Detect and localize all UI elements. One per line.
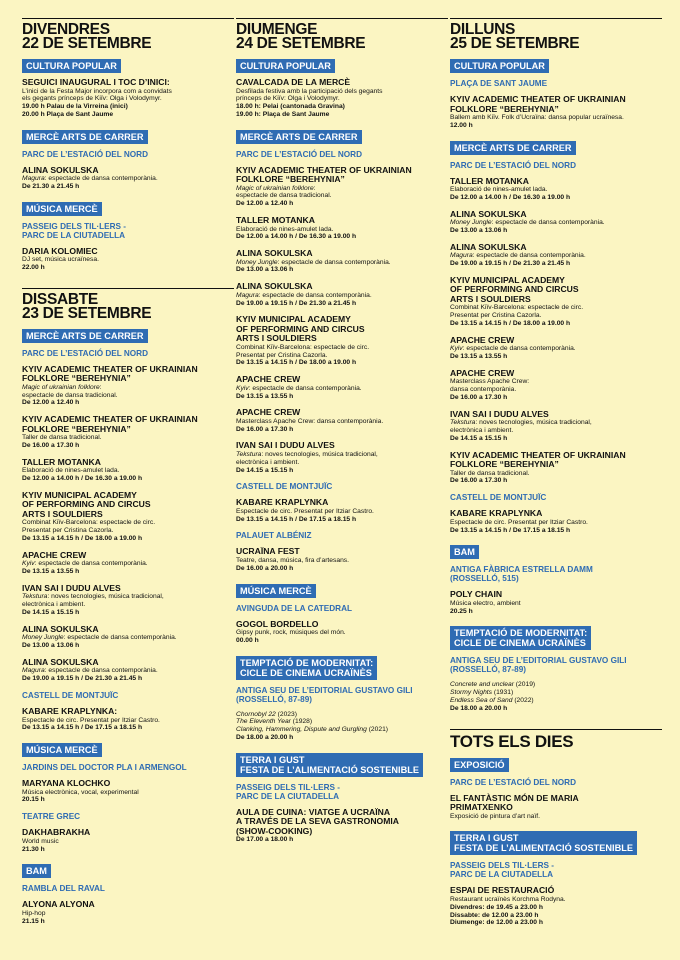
- event-description: Ballem amb Kiïv. Folk d’Ucraïna: dansa popular ucraïnesa.: [450, 114, 624, 121]
- event-title: IVAN SAI I DUDU ALVES: [22, 582, 121, 593]
- event-description: espectacle de dansa tradicional.: [22, 391, 118, 399]
- event-description: Combinat Kiïv-Barcelona: espectacle de circ.: [236, 343, 370, 351]
- event-time: De 14.15 a 15.15 h: [22, 609, 80, 617]
- column-3: [450, 18, 662, 935]
- day-gap: [450, 721, 662, 729]
- event-item: [22, 365, 234, 407]
- event-item: [22, 584, 234, 617]
- category-badge: MÚSICA MERCÈ: [236, 584, 316, 598]
- event-time: 20.00 h Plaça de Sant Jaume: [22, 110, 114, 118]
- category-badge: MERCÈ ARTS DE CARRER: [450, 141, 576, 155]
- venue-name: TEATRE GREC: [22, 812, 81, 822]
- event-title: CAVALCADA DE LA MERCÈ: [236, 77, 351, 87]
- event-time: De 13.00 a 13.06 h: [450, 226, 508, 234]
- event-item: [22, 707, 234, 732]
- event-description: electrònica i ambient.: [22, 601, 86, 609]
- event-title: KYIV ACADEMIC THEATER OF UKRAINIAN FOLKLORE “BEREHYNIA”: [450, 449, 626, 470]
- event-time: De 19.00 a 19.15 h / De 21.30 a 21.45 h: [236, 299, 357, 307]
- event-title: KYIV MUNICIPAL ACADEMY OF PERFORMING AND CIRCUS ARTS I SOULDIERS: [236, 314, 365, 344]
- event-title: APACHE CREW: [450, 334, 515, 345]
- event-time: De 17.00 a 18.00 h: [236, 836, 294, 844]
- event-item: [450, 243, 662, 268]
- event-time: 20.15 h: [22, 796, 45, 804]
- event-title: KABARE KRAPLYNKA: [450, 508, 543, 519]
- event-time: De 16.00 a 17.30 h: [450, 393, 508, 401]
- event-time: 00.00 h: [236, 636, 259, 644]
- event-item: [450, 886, 662, 927]
- event-description: espectacle de dansa tradicional.: [236, 192, 332, 200]
- event-title: UCRAÏNA FEST: [236, 546, 300, 557]
- event-time: 21.30 h: [22, 845, 45, 853]
- event-title: APACHE CREW: [236, 407, 301, 418]
- event-time: 21.15 h: [22, 917, 45, 925]
- event-time: De 19.00 a 19.15 h / De 21.30 a 21.45 h: [22, 675, 143, 683]
- day-heading: DISSABTE 23 DE SETEMBRE: [22, 290, 152, 322]
- event-description: Magura: espectacle de dansa contemporània.: [450, 252, 586, 260]
- event-item: [236, 166, 448, 208]
- event-description: Magura: espectacle de dansa contemporània.: [22, 175, 158, 183]
- category-badge: EXPOSICIÓ: [450, 758, 509, 772]
- event-time: De 19.00 a 19.15 h / De 21.30 a 21.45 h: [450, 260, 571, 268]
- event-time: De 16.00 a 17.30 h: [22, 442, 80, 450]
- event-title: KABARE KRAPLYNKA: [236, 497, 329, 508]
- category-badge: CULTURA POPULAR: [22, 59, 121, 73]
- event-title: TALLER MOTANKA: [22, 456, 101, 467]
- event-time: 22.00 h: [22, 264, 45, 272]
- event-time: Divendres: de 19.45 a 23.00 h: [450, 903, 543, 911]
- event-item: [236, 375, 448, 400]
- day-gap: [22, 280, 234, 288]
- event-description: Presentat per Cristina Cazorla.: [450, 312, 542, 320]
- event-time: De 13.15 a 13.55 h: [22, 568, 80, 576]
- event-time: 18.00 h: Pelai (cantonada Gravina): [236, 103, 345, 111]
- event-item: [450, 509, 662, 534]
- event-item: [236, 78, 448, 119]
- event-time: De 13.15 a 14.15 h / De 17.15 a 18.15 h: [22, 724, 143, 732]
- event-time: De 13.00 a 13.06 h: [22, 642, 80, 650]
- event-title: KYIV ACADEMIC THEATER OF UKRAINIAN FOLKLORE “BEREHYNIA”: [450, 94, 626, 114]
- event-item: [22, 166, 234, 191]
- event-time: De 13.15 a 14.15 h / De 18.00 a 19.00 h: [450, 319, 571, 327]
- event-item: [22, 78, 234, 119]
- venue-name: PARC DE L’ESTACIÓ DEL NORD: [450, 160, 577, 170]
- event-description: Magura: espectacle de dansa contemporània.: [22, 667, 158, 675]
- day-heading: TOTS ELS DIES: [450, 731, 574, 751]
- event-description: Money Jungle: espectacle de dansa contemporània.: [236, 258, 391, 266]
- day-rule: [450, 729, 662, 730]
- event-time: De 12.00 a 14.00 h / De 16.30 a 19.00 h: [236, 233, 357, 241]
- event-description: electrònica i ambient.: [450, 427, 514, 435]
- event-item: [450, 451, 662, 486]
- event-description: electrònica i ambient.: [236, 458, 300, 466]
- event-time: De 16.00 a 17.30 h: [450, 477, 508, 485]
- venue-name: RAMBLA DEL RAVAL: [22, 884, 105, 894]
- event-description: Masterclass Apache Crew: dansa contemporània.: [236, 417, 384, 425]
- event-item: [236, 216, 448, 241]
- event-title: ALINA SOKULSKA: [450, 208, 527, 219]
- event-description: Magic of ukrainian folklore:: [236, 184, 316, 192]
- event-item: [450, 177, 662, 202]
- event-time: 19.00 h: Plaça de Sant Jaume: [236, 110, 330, 118]
- event-item: [236, 315, 448, 367]
- event-time: De 13.15 a 13.55 h: [236, 392, 294, 400]
- event-description: Espectacle de circ. Presentat per Itziar Castro.: [22, 716, 160, 724]
- day-heading: DIUMENGE 24 DE SETEMBRE: [236, 21, 366, 52]
- event-time: De 13.15 a 14.15 h / De 17.15 a 18.15 h: [236, 515, 357, 523]
- event-title: IVAN SAI I DUDU ALVES: [450, 408, 549, 419]
- event-item: [22, 625, 234, 650]
- event-title: DARIA KOLOMIEC: [22, 245, 98, 256]
- event-item: [22, 779, 234, 804]
- category-badge: TEMPTACIÓ DE MODERNITAT: CICLE DE CINEMA UCRAÏNÈS: [236, 656, 377, 680]
- event-description: Presentat per Cristina Cazorla.: [22, 527, 114, 535]
- event-description: Elaboració de nines-amulet lada.: [450, 186, 548, 194]
- event-title: KYIV MUNICIPAL ACADEMY OF PERFORMING AND CIRCUS ARTS I SOULDIERS: [450, 274, 579, 304]
- event-time: De 13.15 a 14.15 h / De 18.00 a 19.00 h: [236, 359, 357, 367]
- category-badge: MERCÈ ARTS DE CARRER: [236, 130, 362, 144]
- category-badge: MERCÈ ARTS DE CARRER: [22, 329, 148, 343]
- venue-name: ANTIGA SEU DE L’EDITORIAL GUSTAVO GILI (ROSSELLÓ, 87-89): [450, 656, 627, 675]
- event-item: [236, 282, 448, 307]
- event-description: Combinat Kiïv-Barcelona: espectacle de circ.: [22, 519, 156, 527]
- event-title: SEGUICI INAUGURAL I TOC D’INICI:: [22, 77, 170, 87]
- venue-name: PARC DE L’ESTACIÓ DEL NORD: [22, 149, 149, 159]
- event-item: [22, 900, 234, 925]
- event-item: [22, 458, 234, 483]
- event-title: ALINA SOKULSKA: [22, 656, 99, 667]
- venue-name: CASTELL DE MONTJUÏC: [22, 691, 119, 701]
- event-description: Teatre, dansa, música, fira d’artesans.: [236, 556, 349, 564]
- event-title: ALINA SOKULSKA: [236, 281, 313, 292]
- category-badge: TERRA I GUST FESTA DE L’ALIMENTACIÓ SOSTENIBLE: [236, 753, 423, 777]
- event-description: Kyiv: espectacle de dansa contemporània.: [22, 560, 148, 568]
- event-title: AULA DE CUINA: VIATGE A UCRAÏNA A TRAVÉS DE LA SEVA GASTRONOMIA (SHOW-COOKING): [236, 806, 399, 836]
- event-description: prínceps de Kiïv: Olga i Volodymyr.: [236, 95, 340, 103]
- event-item: [450, 590, 662, 615]
- day-heading: DIVENDRES 22 DE SETEMBRE: [22, 21, 152, 52]
- event-item: [236, 408, 448, 433]
- event-time: De 14.15 a 15.15 h: [450, 434, 508, 442]
- event-item: [450, 410, 662, 443]
- event-description: Money Jungle: espectacle de dansa contemporània.: [22, 634, 177, 642]
- event-time: 19.00 h Palau de la Virreina (inici): [22, 103, 128, 111]
- venue-name: ANTIGA FÀBRICA ESTRELLA DAMM (ROSSELLÓ, 515): [450, 565, 593, 584]
- event-time: De 14.15 a 15.15 h: [236, 466, 294, 474]
- event-title: ALINA SOKULSKA: [236, 248, 313, 259]
- venue-name: PASSEIG DELS TIL·LERS - PARC DE LA CIUTADELLA: [450, 861, 555, 880]
- event-description: Magic of ukrainian folklore:: [22, 383, 102, 391]
- event-item: [22, 247, 234, 272]
- venue-name: AVINGUDA DE LA CATEDRAL: [236, 603, 352, 613]
- event-item: [22, 658, 234, 683]
- event-title: ALINA SOKULSKA: [22, 164, 99, 175]
- event-item: [22, 551, 234, 576]
- venue-name: PARC DE L’ESTACIÓ DEL NORD: [236, 149, 363, 159]
- venue-name: PARC DE L’ESTACIÓ DEL NORD: [22, 348, 149, 358]
- event-time: Dissabte: de 12.00 a 23.00 h: [450, 911, 539, 919]
- event-item: [450, 336, 662, 361]
- event-title: TALLER MOTANKA: [236, 215, 315, 226]
- column-2: [236, 18, 448, 852]
- day-rule: [22, 18, 234, 19]
- event-description: Kyiv: espectacle de dansa contemporània.: [450, 345, 576, 353]
- event-description: Magura: espectacle de dansa contemporània.: [236, 291, 372, 299]
- event-description: Kyiv: espectacle de dansa contemporània.: [236, 384, 362, 392]
- event-time: De 13.15 a 13.55 h: [450, 353, 508, 361]
- event-description: Presentat per Cristina Cazorla.: [236, 351, 328, 359]
- day-heading: DILLUNS 25 DE SETEMBRE: [450, 21, 580, 52]
- event-time: De 16.00 a 17.30 h: [236, 425, 294, 433]
- event-item: [450, 369, 662, 402]
- event-time: De 21.30 a 21.45 h: [22, 182, 80, 190]
- category-badge: CULTURA POPULAR: [450, 59, 549, 73]
- venue-name: PARC DE L’ESTACIÓ DEL NORD: [450, 777, 577, 787]
- event-title: KYIV MUNICIPAL ACADEMY OF PERFORMING AND CIRCUS ARTS I SOULDIERS: [22, 489, 151, 519]
- day-rule: [22, 288, 234, 289]
- event-title: APACHE CREW: [450, 367, 515, 378]
- event-description: Tekstura: noves tecnologies, música tradicional,: [450, 419, 592, 427]
- event-description: World music: [22, 837, 59, 845]
- event-time: De 12.00 a 12.40 h: [236, 200, 294, 208]
- event-description: Tekstura: noves tecnologies, música tradicional,: [236, 450, 378, 458]
- event-title: TALLER MOTANKA: [450, 175, 529, 186]
- event-description: Elaboració de nines-amulet lada.: [22, 467, 120, 475]
- event-item: [450, 210, 662, 235]
- event-item: [450, 794, 662, 821]
- event-title: DAKHABRAKHA: [22, 827, 91, 838]
- event-item: [450, 681, 662, 712]
- category-badge: TEMPTACIÓ DE MODERNITAT: CICLE DE CINEMA UCRAÏNÈS: [450, 626, 591, 650]
- event-description: Concrete and unclear (2019): [450, 681, 536, 689]
- event-title: IVAN SAI I DUDU ALVES: [236, 440, 335, 451]
- event-time: De 16.00 a 20.00 h: [236, 564, 294, 572]
- event-description: Restaurant ucraïnès Korchma Rodyna.: [450, 895, 566, 903]
- event-description: The Eleventh Year (1928): [236, 718, 313, 726]
- event-description: Música electro, ambient: [450, 599, 521, 607]
- event-description: Masterclass Apache Crew:: [450, 378, 530, 386]
- event-description: Música electrònica, vocal, experimental: [22, 788, 139, 796]
- event-title: APACHE CREW: [236, 374, 301, 385]
- venue-name: CASTELL DE MONTJUÏC: [450, 493, 547, 503]
- venue-name: ANTIGA SEU DE L’EDITORIAL GUSTAVO GILI (ROSSELLÓ, 87-89): [236, 685, 413, 704]
- event-description: DJ set, música ucraïnesa.: [22, 256, 99, 264]
- event-title: KYIV ACADEMIC THEATER OF UKRAINIAN FOLKLORE “BEREHYNIA”: [22, 363, 198, 384]
- event-item: [236, 547, 448, 572]
- event-description: Taller de dansa tradicional.: [450, 469, 530, 477]
- event-item: [22, 491, 234, 543]
- event-title: ALINA SOKULSKA: [450, 241, 527, 252]
- event-item: [236, 249, 448, 274]
- event-time: De 13.00 a 13.06 h: [236, 266, 294, 274]
- event-title: ALYONA ALYONA: [22, 899, 95, 910]
- event-description: Exposició de pintura d’art naïf.: [450, 812, 540, 820]
- event-time: De 13.15 a 14.15 h / De 17.15 a 18.15 h: [450, 526, 571, 534]
- venue-name: PASSEIG DELS TIL·LERS - PARC DE LA CIUTADELLA: [22, 221, 127, 240]
- event-time: De 12.00 a 14.00 h / De 16.30 a 19.00 h: [450, 193, 571, 201]
- event-description: Espectacle de circ. Presentat per Itziar Castro.: [236, 507, 374, 515]
- event-item: [236, 711, 448, 742]
- event-time: 20.25 h: [450, 607, 473, 615]
- event-description: L’inici de la Festa Major incorpora com a convidats: [22, 87, 172, 95]
- event-item: [22, 415, 234, 450]
- event-description: Espectacle de circ. Presentat per Itziar Castro.: [450, 518, 588, 526]
- venue-name: PALAUET ALBÉNIZ: [236, 531, 312, 541]
- category-badge: MÚSICA MERCÈ: [22, 202, 102, 216]
- event-description: Money Jungle: espectacle de dansa contemporània.: [450, 219, 605, 227]
- event-item: [450, 276, 662, 328]
- event-description: Tekstura: noves tecnologies, música tradicional,: [22, 593, 164, 601]
- event-item: [236, 441, 448, 474]
- event-title: ESPAI DE RESTAURACIÓ: [450, 885, 555, 896]
- venue-name: PASSEIG DELS TIL·LERS - PARC DE LA CIUTADELLA: [236, 782, 341, 801]
- event-time: De 13.15 a 14.15 h / De 18.00 a 19.00 h: [22, 535, 143, 543]
- event-description: Gipsy punk, rock, músiques del món.: [236, 629, 346, 637]
- category-badge: MERCÈ ARTS DE CARRER: [22, 130, 148, 144]
- day-rule: [450, 18, 662, 19]
- event-time: 12.00 h: [450, 121, 473, 129]
- venue-name: JARDINS DEL DOCTOR PLA I ARMENGOL: [22, 763, 187, 773]
- event-description: Desfilada festiva amb la participació dels gegants: [236, 87, 383, 95]
- venue-name: PLAÇA DE SANT JAUME: [450, 79, 548, 88]
- event-title: ALINA SOKULSKA: [22, 623, 99, 634]
- event-title: KABARE KRAPLYNKA:: [22, 706, 118, 717]
- event-title: APACHE CREW: [22, 549, 87, 560]
- event-description: Clanking, Hammering, Dispute and Gurgling (2021): [236, 726, 389, 734]
- category-badge: TERRA I GUST FESTA DE L’ALIMENTACIÓ SOSTENIBLE: [450, 831, 637, 855]
- column-1: [22, 18, 234, 933]
- category-badge: CULTURA POPULAR: [236, 59, 335, 73]
- event-title: KYIV ACADEMIC THEATER OF UKRAINIAN FOLKLORE “BEREHYNIA”: [236, 164, 412, 185]
- event-time: De 12.00 a 14.00 h / De 16.30 a 19.00 h: [22, 475, 143, 483]
- event-time: De 12.00 a 12.40 h: [22, 399, 80, 407]
- event-item: [236, 620, 448, 645]
- event-title: MARYANA KLOCHKO: [22, 778, 111, 789]
- event-description: Taller de dansa tradicional.: [22, 434, 102, 442]
- event-title: EL FANTÀSTIC MÓN DE MARIA PRIMATXENKO: [450, 792, 579, 813]
- day-rule: [236, 18, 448, 19]
- event-time: Diumenge: de 12.00 a 23.00 h: [450, 919, 543, 927]
- category-badge: MÚSICA MERCÈ: [22, 743, 102, 757]
- event-item: [236, 808, 448, 844]
- event-description: dansa contemporània.: [450, 386, 517, 394]
- event-item: [236, 498, 448, 523]
- event-title: POLY CHAIN: [450, 589, 503, 600]
- event-item: [22, 828, 234, 853]
- event-description: Stormy Nights (1931): [450, 689, 514, 697]
- event-description: Hip-hop: [22, 909, 46, 917]
- event-item: [450, 95, 662, 130]
- event-time: De 18.00 a 20.00 h: [236, 734, 294, 741]
- venue-name: CASTELL DE MONTJUÏC: [236, 482, 333, 492]
- event-description: Endless Sea of Sand (2022): [450, 697, 534, 705]
- event-title: KYIV ACADEMIC THEATER OF UKRAINIAN FOLKLORE “BEREHYNIA”: [22, 414, 198, 434]
- event-description: Elaboració de nines-amulet lada.: [236, 225, 334, 233]
- event-time: De 18.00 a 20.00 h: [450, 704, 508, 712]
- event-title: GOGOL BORDELLO: [236, 618, 319, 629]
- event-description: Chornobyl 22 (2023): [236, 710, 297, 718]
- event-description: Combinat Kiïv-Barcelona: espectacle de circ.: [450, 304, 584, 312]
- category-badge: BAM: [22, 864, 51, 878]
- event-description: els gegants prínceps de Kiïv: Olga i Volodymyr.: [22, 95, 162, 103]
- category-badge: BAM: [450, 545, 479, 559]
